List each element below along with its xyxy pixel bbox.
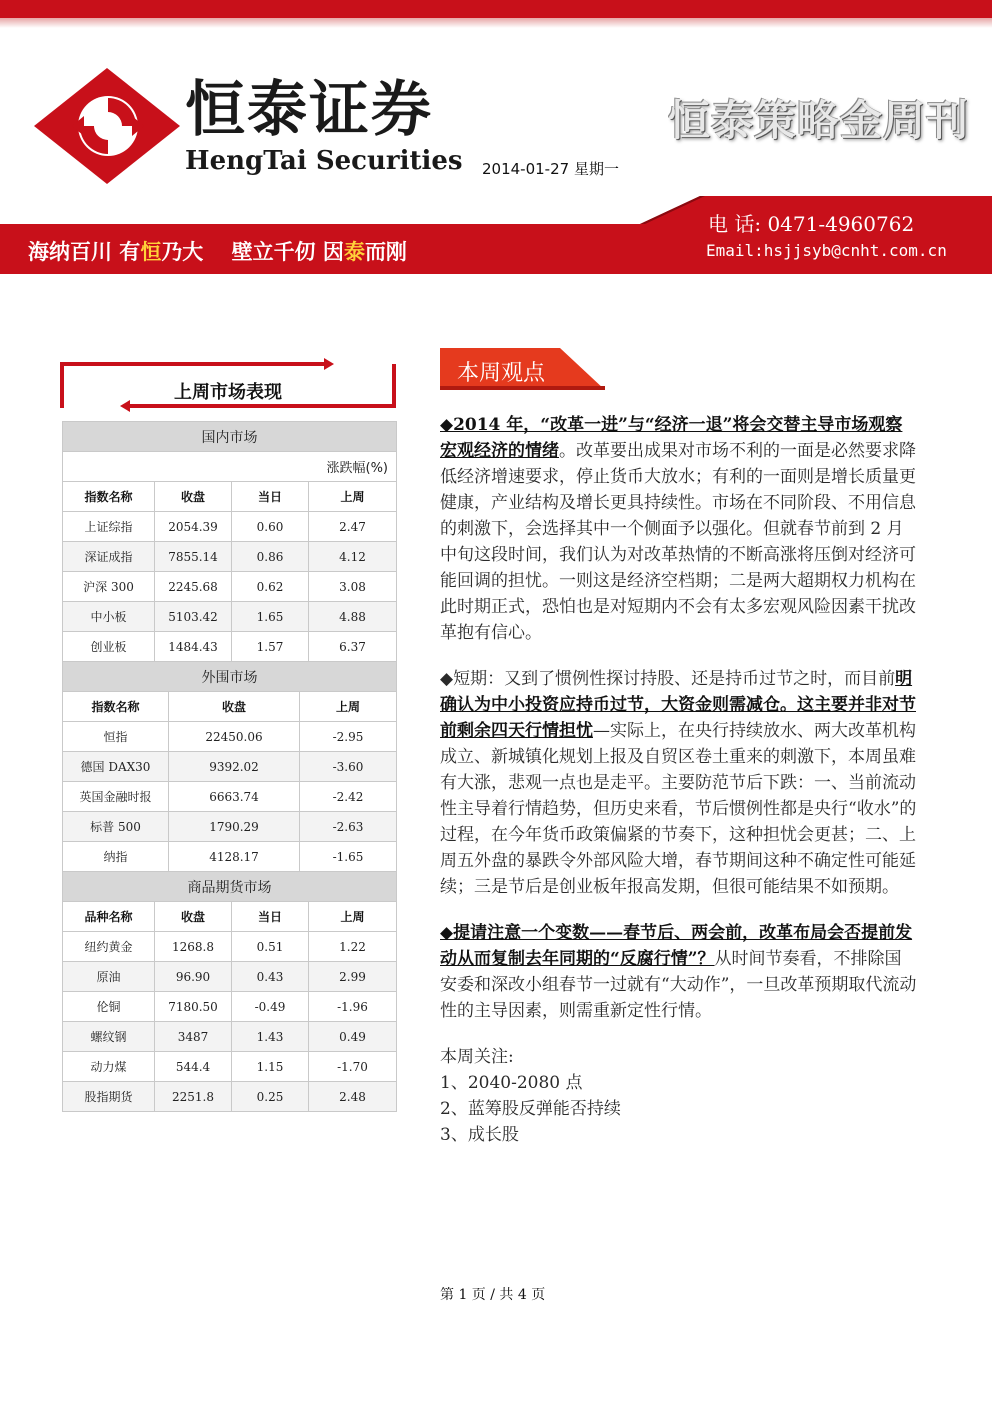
table-row	[63, 572, 397, 602]
domestic-market-table	[62, 421, 397, 662]
column-header: 品种名称	[63, 902, 155, 932]
paragraph-text: 从时间节奏看，不排除国安委和深改小组春节一过就有“大动作”，一旦改革预期取代流动性的主导因素，则需重新定性行情。	[440, 949, 917, 1021]
table-cell: 德国 DAX30	[63, 752, 169, 782]
table-cell: 0.49	[309, 1022, 397, 1052]
table-cell: 1790.29	[169, 812, 300, 842]
table-row	[63, 812, 397, 842]
table-cell: -3.60	[300, 752, 397, 782]
table-cell: 2.47	[309, 512, 397, 542]
table-cell: 0.43	[232, 962, 309, 992]
column-header: 上周	[300, 692, 397, 722]
table-cell: 深证成指	[63, 542, 155, 572]
table-cell: 22450.06	[169, 722, 300, 752]
table-cell: 0.62	[232, 572, 309, 602]
table-cell: -1.96	[309, 992, 397, 1022]
table-row	[63, 542, 397, 572]
table-cell: 原油	[63, 962, 155, 992]
issue-date: 2014-01-27 星期一	[482, 160, 619, 178]
table-cell: 创业板	[63, 632, 155, 662]
table-cell: 1484.43	[155, 632, 232, 662]
table-row	[63, 722, 397, 752]
column-header: 收盘	[155, 902, 232, 932]
table-row	[63, 752, 397, 782]
table-cell: 伦铜	[63, 992, 155, 1022]
table-cell: 7180.50	[155, 992, 232, 1022]
company-slogan: 海纳百川 有恒乃大 壁立千仞 因泰而刚	[28, 240, 407, 264]
table-cell: 恒指	[63, 722, 169, 752]
table-row	[63, 962, 397, 992]
table-cell: -1.65	[300, 842, 397, 872]
table-row	[63, 602, 397, 632]
table-cell: 6663.74	[169, 782, 300, 812]
paragraph	[440, 666, 918, 900]
table-cell: 沪深 300	[63, 572, 155, 602]
paragraph-text: ◆短期：又到了惯例性探讨持股、还是持币过节之时，而目前	[440, 669, 896, 689]
hengtai-logo-icon	[32, 66, 182, 186]
weekly-view-article	[440, 412, 918, 1148]
paragraph-headline: ◆2014 年，“改革一进”与“经济一退”将会交替主导市场观察宏观经济的情绪	[440, 415, 903, 461]
table-cell: 0.25	[232, 1082, 309, 1112]
column-header: 当日	[232, 902, 309, 932]
table-cell: 纳指	[63, 842, 169, 872]
table-cell: 2245.68	[155, 572, 232, 602]
table-cell: 2054.39	[155, 512, 232, 542]
section-title: 外围市场	[63, 662, 397, 692]
brand-name-en: HengTai Securities	[185, 146, 463, 176]
contact-email[interactable]: Email:hsjjsyb@cnht.com.cn	[706, 241, 947, 260]
page-number: 第 1 页 / 共 4 页	[440, 1287, 546, 1303]
table-cell: 7855.14	[155, 542, 232, 572]
top-red-band	[0, 0, 992, 18]
market-panel-title: 上周市场表现	[174, 382, 282, 403]
table-cell: 1.57	[232, 632, 309, 662]
table-cell: 2251.8	[155, 1082, 232, 1112]
table-cell: 0.51	[232, 932, 309, 962]
column-header: 上周	[309, 482, 397, 512]
table-cell: 9392.02	[169, 752, 300, 782]
unit-label: 涨跌幅(%)	[63, 452, 397, 482]
list-item: 2、蓝筹股反弹能否持续	[440, 1099, 621, 1119]
table-cell: 动力煤	[63, 1052, 155, 1082]
section-title: 商品期货市场	[63, 872, 397, 902]
paragraph	[440, 412, 918, 646]
list-item: 3、成长股	[440, 1125, 519, 1145]
table-cell: -0.49	[232, 992, 309, 1022]
list-item: 1、2040-2080 点	[440, 1073, 583, 1093]
brand-name-cn: 恒泰证券	[185, 75, 433, 145]
paragraph-text: 。改革要出成果对市场不利的一面是必然要求降低经济增速要求，停止货币大放水；有利的一面则是增长质量更健康，产业结构及增长更具持续性。市场在不同阶段、不用信息的刺激下，会选择其中一个侧面予以强化。但就春节前到 2 月中旬这段时间，我们认为对改革热情的不断高涨将压倒对经济可能回调的担忧。一则这是经济空档期；二是两大超期权力机构在此时期正式，恐怕也是对短期内不会有太多宏观风险因素干扰改革抱有信心。	[440, 441, 916, 643]
table-row	[63, 1022, 397, 1052]
table-cell: 1.65	[232, 602, 309, 632]
contact-phone: 电 话: 0471-4960762	[708, 212, 915, 236]
table-row	[63, 1082, 397, 1112]
weekly-view-tab-label: 本周观点	[457, 361, 546, 386]
paragraph-text: —实际上，在央行持续放水、两大改革机构成立、新城镇化规划上报及自贸区卷土重来的刺激下，本周虽难有大涨，悲观一点也是走平。主要防范节后下跌：一、当前流动性主导着行情趋势，但历史来看，节后惯例性都是央行“收水”的过程，在今年货币政策偏紧的节奏下，这种担忧会更甚；二、上周五外盘的暴跌令外部风险大增，春节期间这种不确定性可能延续；三是节后是创业板年报高发期，但很可能结果不如预期。	[440, 721, 917, 897]
table-cell: 3.08	[309, 572, 397, 602]
table-row	[63, 992, 397, 1022]
column-header: 当日	[232, 482, 309, 512]
paragraph-headline: 明确认为中小投资应持币过节，大资金则需减仓。这主要并非对节前剩余四天行情担忧	[440, 669, 916, 741]
table-row	[63, 632, 397, 662]
foreign-market-table	[62, 661, 397, 872]
publication-title: 恒泰策略金周刊	[668, 96, 970, 145]
table-cell: 标普 500	[63, 812, 169, 842]
table-cell: 1.15	[232, 1052, 309, 1082]
table-row	[63, 782, 397, 812]
table-row	[63, 932, 397, 962]
table-cell: 4.88	[309, 602, 397, 632]
paragraph-headline: ◆提请注意一个变数——春节后、两会前，改革布局会否提前发动从而复制去年同期的“反腐行情”？	[440, 923, 913, 969]
column-header: 上周	[309, 902, 397, 932]
table-cell: 螺纹钢	[63, 1022, 155, 1052]
table-row	[63, 512, 397, 542]
table-cell: 1268.8	[155, 932, 232, 962]
table-cell: 中小板	[63, 602, 155, 632]
table-cell: 纽约黄金	[63, 932, 155, 962]
table-cell: 2.48	[309, 1082, 397, 1112]
table-cell: -1.70	[309, 1052, 397, 1082]
column-header: 收盘	[169, 692, 300, 722]
table-cell: 2.99	[309, 962, 397, 992]
column-header: 指数名称	[63, 482, 155, 512]
section-title: 国内市场	[63, 422, 397, 452]
table-cell: 4.12	[309, 542, 397, 572]
column-header: 收盘	[155, 482, 232, 512]
table-cell: 0.86	[232, 542, 309, 572]
table-cell: 0.60	[232, 512, 309, 542]
paragraph	[440, 920, 918, 1024]
table-cell: 上证综指	[63, 512, 155, 542]
table-cell: 3487	[155, 1022, 232, 1052]
table-cell: 6.37	[309, 632, 397, 662]
column-header: 指数名称	[63, 692, 169, 722]
commodity-futures-table	[62, 871, 397, 1112]
table-cell: 544.4	[155, 1052, 232, 1082]
table-row	[63, 1052, 397, 1082]
table-cell: 96.90	[155, 962, 232, 992]
focus-title: 本周关注:	[440, 1047, 514, 1067]
table-cell: -2.63	[300, 812, 397, 842]
table-cell: 1.22	[309, 932, 397, 962]
table-cell: 股指期货	[63, 1082, 155, 1112]
top-band-fade	[0, 18, 992, 28]
table-row	[63, 842, 397, 872]
weekly-focus-list	[440, 1044, 918, 1148]
table-cell: 1.43	[232, 1022, 309, 1052]
table-cell: -2.95	[300, 722, 397, 752]
table-cell: 英国金融时报	[63, 782, 169, 812]
table-cell: 4128.17	[169, 842, 300, 872]
table-cell: 5103.42	[155, 602, 232, 632]
table-cell: -2.42	[300, 782, 397, 812]
